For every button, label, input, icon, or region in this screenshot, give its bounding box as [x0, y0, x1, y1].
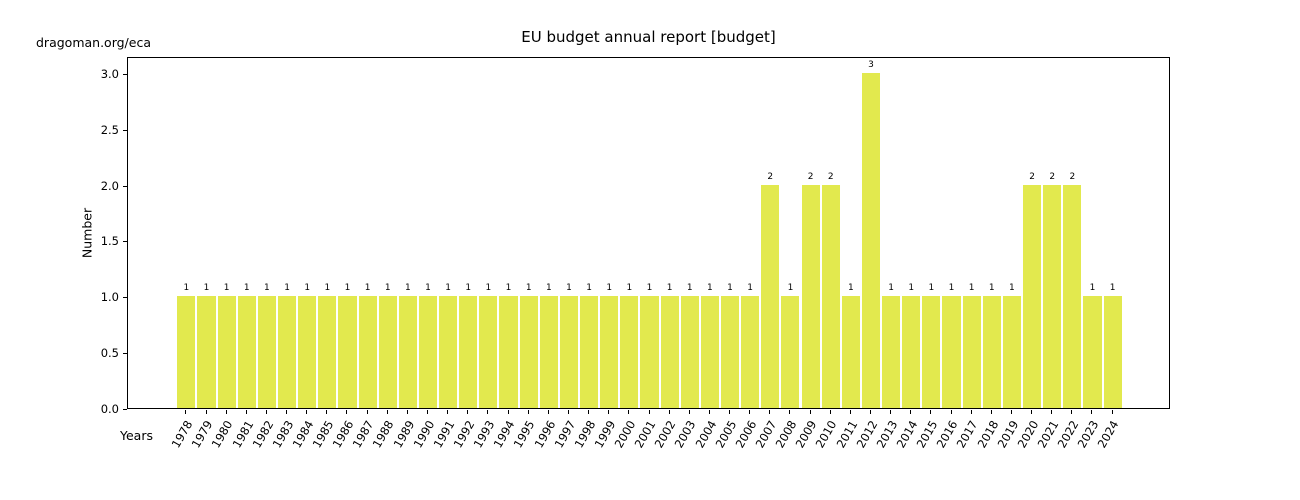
bar-value-label: 1: [666, 283, 673, 294]
bar-2016: [942, 296, 960, 408]
x-tick-mark: [1091, 410, 1092, 414]
bar-value-label: 3: [868, 59, 874, 70]
x-tick-mark: [387, 410, 388, 414]
bar-1996: [540, 296, 558, 408]
x-tick-mark: [326, 410, 327, 414]
x-tick-mark: [669, 410, 670, 414]
bar-1981: [238, 296, 256, 408]
bar-2015: [922, 296, 940, 408]
bar-2013: [882, 296, 900, 408]
bar-1998: [580, 296, 598, 408]
bar-value-label: 1: [364, 283, 371, 294]
bar-2007: [761, 185, 779, 408]
bar-2009: [802, 185, 820, 408]
x-tick-mark: [346, 410, 347, 414]
x-tick-mark: [971, 410, 972, 414]
bar-1989: [399, 296, 417, 408]
bar-1991: [439, 296, 457, 408]
x-tick-mark: [447, 410, 448, 414]
bar-1988: [379, 296, 397, 408]
bar-2018: [983, 296, 1001, 408]
bar-value-label: 1: [243, 283, 250, 294]
bar-2008: [781, 296, 799, 408]
bar-value-label: 1: [1089, 283, 1096, 294]
bar-1994: [499, 296, 517, 408]
bar-value-label: 1: [465, 283, 472, 294]
x-tick-mark: [407, 410, 408, 414]
x-tick-mark: [649, 410, 650, 414]
bar-2024: [1104, 296, 1122, 408]
x-tick-mark: [306, 410, 307, 414]
bar-value-label: 1: [727, 283, 733, 294]
bar-2019: [1003, 296, 1021, 408]
bar-value-label: 1: [324, 283, 331, 294]
bar-1987: [359, 296, 377, 408]
bar-1999: [600, 296, 618, 408]
bar-value-label: 1: [344, 283, 351, 294]
y-tick-mark: [123, 74, 127, 75]
x-tick-mark: [1051, 410, 1052, 414]
x-tick-mark: [910, 410, 911, 414]
bar-value-label: 1: [445, 283, 451, 294]
y-tick-label: 1.5: [100, 234, 119, 249]
bar-value-label: 1: [566, 283, 572, 294]
y-tick-mark: [123, 409, 127, 410]
bar-value-label: 1: [425, 283, 431, 294]
bar-1980: [218, 296, 236, 408]
bar-value-label: 1: [747, 283, 754, 294]
plot-area: [127, 57, 1170, 409]
y-tick-mark: [123, 130, 127, 131]
y-tick-label: 1.0: [100, 290, 119, 305]
bar-2000: [620, 296, 638, 408]
x-tick-mark: [588, 410, 589, 414]
y-tick-label: 0.0: [100, 402, 119, 416]
bar-2023: [1083, 296, 1101, 408]
y-axis-title: Number: [79, 207, 95, 259]
x-tick-mark: [830, 410, 831, 414]
bar-1993: [479, 296, 497, 408]
x-tick-mark: [185, 410, 186, 414]
bar-value-label: 1: [183, 283, 190, 294]
x-tick-mark: [528, 410, 529, 414]
x-tick-mark: [729, 410, 730, 414]
bar-1990: [419, 296, 437, 408]
bar-value-label: 1: [847, 283, 854, 294]
bar-value-label: 1: [928, 283, 935, 294]
x-tick-mark: [870, 410, 871, 414]
x-tick-mark: [427, 410, 428, 414]
figure: dragoman.org/eca EU budget annual report [budget] Number Years 1 1 1 1 1 1 1 1 1 1 1 1 1 1 1 1 1 1 1 1 1 1 1 1 1 1 1 1 1 2 1 2 2 1 3 1 1 1 1 1 1 1 2 2 2 1 1 0.0 0.5 1.0 1.5 2.0 2.5 3.0 1978 1979 1980 1981 1982 1983 1984 1985 1986 1987 1988 1989 1990 1991 1992 1993 1994 1995 1996 1997 1998 1999 2000 2001 2002 2003 2004 2005 2006 2007 2008 2009 2010 2011 2012 2013 2014 2015 2016 2017 2018 2019 2020 2021 2022 2023 2024: [0, 0, 1300, 500]
bar-value-label: 2: [767, 171, 774, 182]
bar-value-label: 1: [485, 283, 492, 294]
bar-2010: [822, 185, 840, 408]
bar-value-label: 2: [807, 171, 814, 182]
y-tick-mark: [123, 353, 127, 354]
bar-2003: [681, 296, 699, 408]
x-tick-mark: [367, 410, 368, 414]
bar-2014: [902, 296, 920, 408]
bar-1997: [560, 296, 578, 408]
bar-value-label: 1: [606, 283, 613, 294]
bar-value-label: 1: [968, 283, 975, 294]
bar-value-label: 1: [405, 283, 411, 294]
x-tick-mark: [951, 410, 952, 414]
y-tick-mark: [123, 186, 127, 187]
x-tick-mark: [689, 410, 690, 414]
bar-value-label: 2: [1029, 171, 1035, 182]
x-tick-mark: [1112, 410, 1113, 414]
bar-value-label: 1: [384, 283, 391, 294]
bar-value-label: 1: [223, 283, 230, 294]
x-tick-mark: [206, 410, 207, 414]
bar-value-label: 1: [203, 283, 210, 294]
bar-1985: [318, 296, 336, 408]
bar-value-label: 1: [888, 283, 894, 294]
bar-value-label: 1: [908, 283, 915, 294]
bar-2021: [1043, 185, 1061, 408]
y-tick-mark: [123, 297, 127, 298]
x-tick-mark: [226, 410, 227, 414]
bar-2005: [721, 296, 739, 408]
bar-2006: [741, 296, 759, 408]
bar-value-label: 2: [1069, 171, 1076, 182]
x-tick-mark: [487, 410, 488, 414]
y-tick-label: 2.5: [100, 122, 119, 137]
x-tick-mark: [890, 410, 891, 414]
x-tick-mark: [1011, 410, 1012, 414]
bar-value-label: 1: [948, 283, 955, 294]
bar-value-label: 1: [264, 283, 270, 294]
y-tick-label: 2.0: [100, 178, 119, 193]
bar-2012: [862, 73, 880, 408]
x-tick-mark: [810, 410, 811, 414]
bar-1979: [197, 296, 215, 408]
x-tick-mark: [548, 410, 549, 414]
x-tick-mark: [467, 410, 468, 414]
bar-value-label: 1: [525, 283, 532, 294]
x-tick-mark: [789, 410, 790, 414]
x-tick-mark: [991, 410, 992, 414]
x-tick-mark: [266, 410, 267, 414]
bar-1986: [338, 296, 356, 408]
x-axis-title: Years: [120, 428, 153, 443]
bar-1984: [298, 296, 316, 408]
x-tick-mark: [1071, 410, 1072, 414]
bar-2020: [1023, 185, 1041, 408]
x-tick-mark: [628, 410, 629, 414]
bar-2017: [963, 296, 981, 408]
bar-value-label: 1: [1109, 283, 1116, 294]
bar-value-label: 2: [827, 171, 834, 182]
bar-value-label: 1: [545, 283, 552, 294]
bar-1983: [278, 296, 296, 408]
x-tick-mark: [749, 410, 750, 414]
x-tick-mark: [709, 410, 710, 414]
x-tick-mark: [608, 410, 609, 414]
bar-value-label: 1: [284, 283, 290, 294]
x-tick-mark: [246, 410, 247, 414]
watermark-url: dragoman.org/eca: [36, 35, 151, 50]
bar-value-label: 1: [505, 283, 512, 294]
bar-2011: [842, 296, 860, 408]
bar-value-label: 1: [586, 283, 592, 294]
bar-value-label: 1: [787, 283, 794, 294]
x-tick-mark: [930, 410, 931, 414]
x-tick-mark: [1031, 410, 1032, 414]
bar-1992: [459, 296, 477, 408]
bar-value-label: 1: [626, 283, 633, 294]
y-tick-label: 0.5: [100, 346, 119, 361]
bar-2004: [701, 296, 719, 408]
x-tick-mark: [850, 410, 851, 414]
bar-1995: [520, 296, 538, 408]
bar-1982: [258, 296, 276, 408]
bar-2001: [640, 296, 658, 408]
bar-2022: [1063, 185, 1081, 408]
bar-value-label: 1: [646, 283, 653, 294]
bar-value-label: 1: [1009, 283, 1015, 294]
x-tick-mark: [286, 410, 287, 414]
y-tick-mark: [123, 241, 127, 242]
bar-value-label: 1: [304, 283, 311, 294]
bar-value-label: 2: [1049, 171, 1056, 182]
bar-2002: [661, 296, 679, 408]
bar-1978: [177, 296, 195, 408]
x-tick-mark: [568, 410, 569, 414]
x-tick-mark: [508, 410, 509, 414]
y-tick-label: 3.0: [100, 66, 119, 81]
bar-value-label: 1: [707, 283, 713, 294]
chart-title: EU budget annual report [budget]: [521, 28, 776, 46]
bar-value-label: 1: [988, 283, 995, 294]
x-tick-mark: [769, 410, 770, 414]
bar-value-label: 1: [686, 283, 693, 294]
